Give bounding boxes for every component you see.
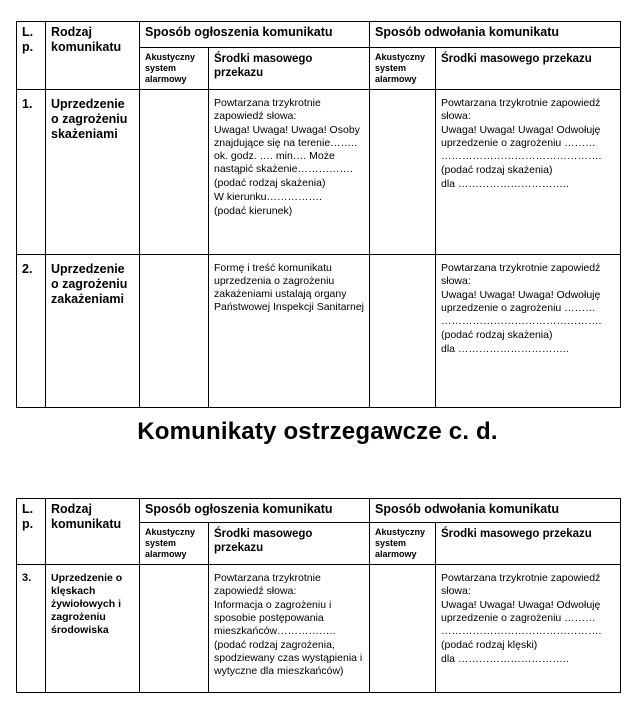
row-akustyczny-odwolanie: [370, 565, 436, 693]
table-row: [17, 255, 621, 408]
header-akustyczny-odwolanie: Akustyczny system alarmowy: [370, 48, 436, 90]
row-rodzaj: Uprzedzenie o zagrożeniu zakażeniami: [46, 255, 140, 408]
header-akustyczny-ogloszenie: Akustyczny system alarmowy: [140, 48, 209, 90]
row-ogloszenie: Powtarzana trzykrotnie zapowiedź słowa: Informacja o zagrożeniu i sposobie postępowania mieszkańców…………….. (podać rodzaj zagrożenia, spodziewany czas wystąpienia i wytyczne dla mieszkańców): [209, 565, 370, 693]
table-row: [17, 565, 621, 693]
row-rodzaj: Uprzedzenie o klęskach żywiołowych i zagrożeniu środowiska: [46, 565, 140, 693]
header-lp: L. p.: [17, 22, 46, 90]
header-srodki-ogloszenie: Środki masowego przekazu: [209, 523, 370, 565]
header-ogloszenie: Sposób ogłoszenia komunikatu: [140, 22, 370, 48]
row-akustyczny-odwolanie: [370, 255, 436, 408]
row-lp: 1.: [17, 90, 46, 255]
row-akustyczny-ogloszenie: [140, 90, 209, 255]
header-rodzaj: Rodzaj komunikatu: [46, 499, 140, 565]
row-akustyczny-ogloszenie: [140, 255, 209, 408]
header-srodki-ogloszenie: Środki masowego przekazu: [209, 48, 370, 90]
table-row: [17, 90, 621, 255]
row-akustyczny-odwolanie: [370, 90, 436, 255]
header-srodki-odwolanie: Środki masowego przekazu: [436, 48, 621, 90]
header-rodzaj: Rodzaj komunikatu: [46, 22, 140, 90]
table-warnings-1: [16, 21, 621, 408]
header-akustyczny-ogloszenie: Akustyczny system alarmowy: [140, 523, 209, 565]
section-title: Komunikaty ostrzegawcze c. d.: [137, 418, 498, 445]
row-ogloszenie: Powtarzana trzykrotnie zapowiedź słowa: Uwaga! Uwaga! Uwaga! Osoby znajdujące się na terenie…….. ok. godz. …. min…. Może nastąpić skażenie……………. (podać rodzaj skażenia) W kierunku……………. (podać kierunek): [209, 90, 370, 255]
table-warnings-2: [16, 498, 621, 693]
row-ogloszenie: Formę i treść komunikatu uprzedzenia o zagrożeniu zakażeniami ustalają organy Państwowej Inspekcji Sanitarnej: [209, 255, 370, 408]
header-srodki-odwolanie: Środki masowego przekazu: [436, 523, 621, 565]
row-lp: 2.: [17, 255, 46, 408]
row-lp: 3.: [17, 565, 46, 693]
row-odwolanie: Powtarzana trzykrotnie zapowiedź słowa: Uwaga! Uwaga! Uwaga! Odwołuję uprzedzenie o zagrożeniu ……… ………………………………………. (podać rodzaj skażenia) dla …………………………..: [436, 255, 621, 408]
header-ogloszenie: Sposób ogłoszenia komunikatu: [140, 499, 370, 523]
row-odwolanie: Powtarzana trzykrotnie zapowiedź słowa: Uwaga! Uwaga! Uwaga! Odwołuję uprzedzenie o zagrożeniu ……… ………………………………………. (podać rodzaj skażenia) dla …………………………..: [436, 90, 621, 255]
header-odwolanie: Sposób odwołania komunikatu: [370, 499, 621, 523]
row-rodzaj: Uprzedzenie o zagrożeniu skażeniami: [46, 90, 140, 255]
row-odwolanie: Powtarzana trzykrotnie zapowiedź słowa: Uwaga! Uwaga! Uwaga! Odwołuję uprzedzenie o zagrożeniu ……… ………………………………………. (podać rodzaj klęski) dla …………………………..: [436, 565, 621, 693]
header-akustyczny-odwolanie: Akustyczny system alarmowy: [370, 523, 436, 565]
header-odwolanie: Sposób odwołania komunikatu: [370, 22, 621, 48]
row-akustyczny-ogloszenie: [140, 565, 209, 693]
header-lp: L. p.: [17, 499, 46, 565]
